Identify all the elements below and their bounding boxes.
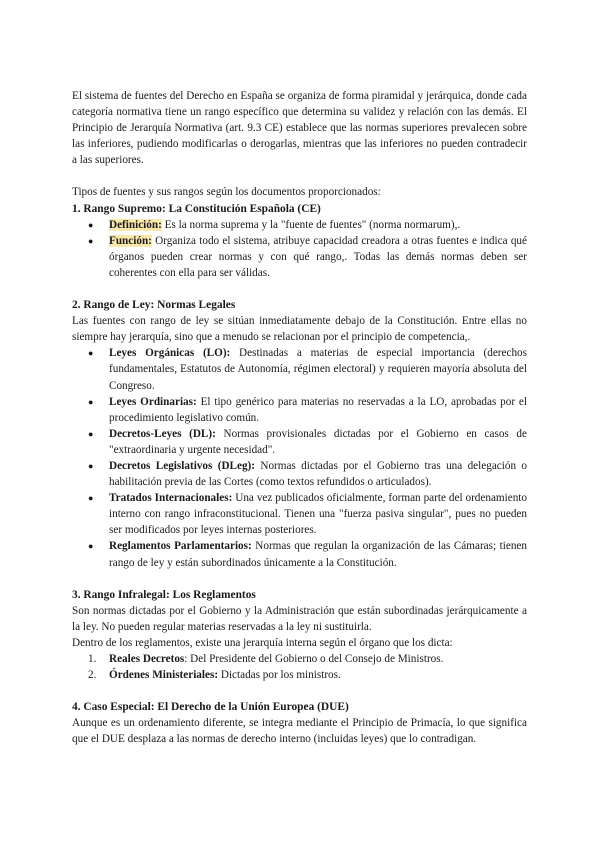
term: Reales Decretos [109, 653, 185, 665]
list-item [72, 394, 527, 426]
list-item [72, 651, 527, 667]
bullet-icon: ● [88, 396, 94, 407]
list-item [72, 426, 527, 458]
list-item [72, 490, 527, 538]
item-text: Normas que regulan la organización de las Cámaras; tienen rango de ley y están subordinados únicamente a la Constitución. [109, 540, 527, 569]
item-text: Normas dictadas por el Gobierno tras una delegación o habilitación previa de las Cortes (como textos refundidos o articulados). [109, 459, 528, 489]
item-text: Normas provisionales dictadas por el Gobierno en casos de "extraordinaria y urgente necesidad". [109, 427, 527, 456]
item-text: Dictadas por los ministros. [218, 669, 341, 682]
section-3-list [72, 651, 527, 683]
section-4-paragraph: Aunque es un ordenamiento diferente, se integra mediante el Principio de Primacía, lo que significa que el DUE desplaza a las normas de derecho interno (incluidas leyes) que lo contradigan. [72, 717, 527, 746]
item-text: Es la norma suprema y la "fuente de fuentes" (norma normarum),. [161, 218, 461, 231]
list-item [72, 217, 527, 233]
list-item [72, 345, 527, 393]
item-text: Organiza todo el sistema, atribuye capacidad creadora a otras fuentes e indica qué órganos pueden crear normas y con qué rango,. Todas las demás normas deben ser coherentes con ella para ser válidas. [109, 234, 527, 279]
term: Leyes Orgánicas (LO): [109, 347, 231, 360]
term: Órdenes Ministeriales: [109, 669, 219, 682]
item-text: Una vez publicados oficialmente, forman parte del ordenamiento interno con rango infraconstitucional. Tienen una "fuerza pasiva singular", pues no pueden ser modificados por leyes internas posteriores. [109, 492, 527, 537]
section-2-paragraph: Las fuentes con rango de ley se sitúan inmediatamente debajo de la Constitución. Entre ellas no siempre hay jerarquía, sino que a menudo se relacionan por el principio de competencia,. [72, 315, 527, 344]
intro-paragraph: El sistema de fuentes del Derecho en España se organiza de forma piramidal y jerárquica, donde cada categoría normativa tiene un rango específico que determina su validez y relación con las demás. El Principio de Jerarquía Normativa (art. 9.3 CE) establece que las normas superiores prevalecen sobre las inferiores, pudiendo modificarlas o derogarlas, mientras que las inferiores no pueden contradecir a las superiores. [72, 90, 527, 167]
bullet-icon: ● [88, 541, 94, 552]
item-number: 2. [88, 669, 97, 682]
term: Reglamentos Parlamentarios: [109, 540, 252, 553]
section-1-list [72, 217, 527, 281]
section-2-heading: 2. Rango de Ley: Normas Legales [72, 299, 236, 312]
term-highlighted: Definición: [109, 218, 162, 231]
section-3-paragraph: Son normas dictadas por el Gobierno y la Administración que están subordinadas jerárquicamente a la ley. No pueden regular materias reservadas a la ley ni sustituirla. [72, 604, 527, 633]
term: Decretos-Leyes (DL): [109, 427, 216, 440]
list-item [72, 233, 527, 281]
section-3-paragraph-2: Dentro de los reglamentos, existe una jerarquía interna según el órgano que los dicta: [72, 636, 453, 649]
document-body [72, 88, 527, 747]
list-item [72, 538, 527, 570]
bullet-icon: ● [88, 493, 94, 504]
item-text: El tipo genérico para materias no reservadas a la LO, aprobadas por el procedimiento legislativo común. [109, 395, 527, 424]
list-item [72, 667, 527, 683]
item-text: : Del Presidente del Gobierno o del Consejo de Ministros. [184, 653, 444, 665]
section-1-heading: 1. Rango Supremo: La Constitución Española (CE) [72, 202, 321, 215]
term: Decretos Legislativos (DLeg): [109, 459, 255, 472]
bullet-icon: ● [88, 428, 94, 439]
bullet-icon: ● [88, 219, 94, 230]
types-intro: Tipos de fuentes y sus rangos según los documentos proporcionados: [72, 186, 381, 199]
bullet-icon: ● [88, 348, 94, 359]
bullet-icon: ● [88, 235, 94, 246]
list-item [72, 458, 527, 490]
section-3-heading: 3. Rango Infralegal: Los Reglamentos [72, 588, 256, 601]
term: Leyes Ordinarias: [109, 395, 197, 408]
term-highlighted: Función: [109, 234, 152, 247]
section-2-list [72, 345, 527, 570]
item-text: Destinadas a materias de especial importancia (derechos fundamentales, Estatutos de Autonomía, régimen electoral) y requieren mayoría absoluta del Congreso. [109, 347, 528, 392]
bullet-icon: ● [88, 460, 94, 471]
section-4-heading: 4. Caso Especial: El Derecho de la Unión Europea (DUE) [72, 701, 349, 714]
item-number: 1. [88, 653, 97, 665]
term: Tratados Internacionales: [109, 492, 233, 505]
